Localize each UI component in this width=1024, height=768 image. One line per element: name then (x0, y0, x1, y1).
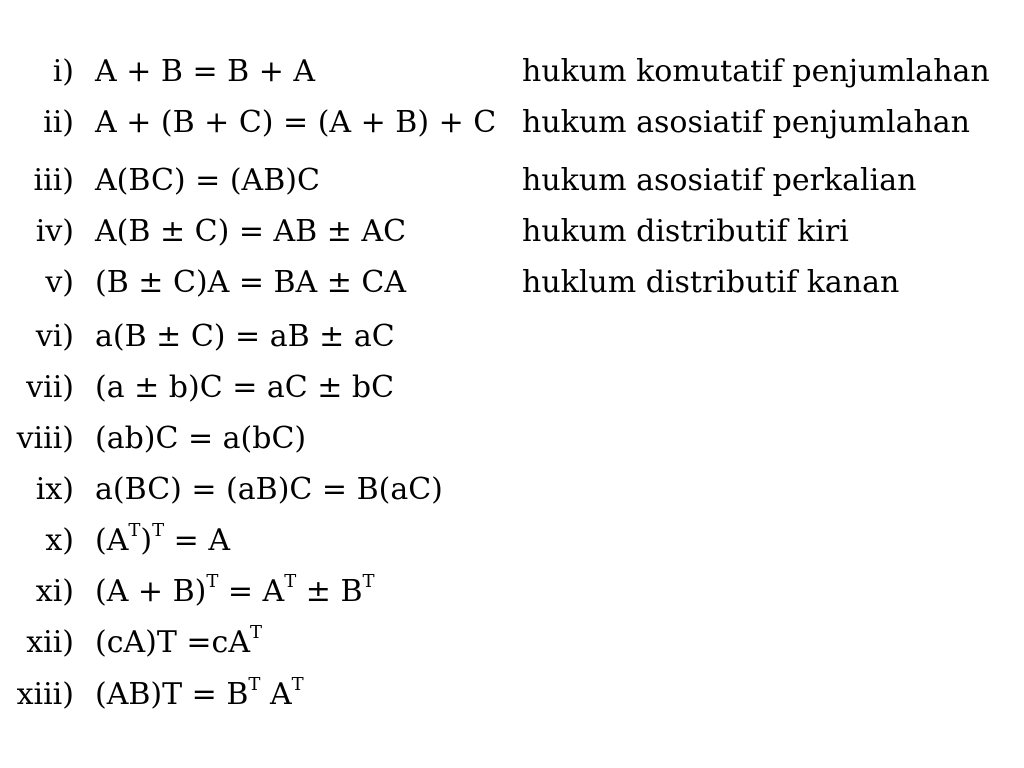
property-formula: $(A + B)^T = A^T \pm B^T$ (95, 571, 375, 609)
property-description: hukum distributif kiri (522, 214, 849, 249)
property-formula: $(cA)T =cA^T$ (95, 622, 263, 660)
property-row (0, 572, 1024, 612)
property-description: hukum komutatif penjumlahan (522, 54, 990, 89)
property-description: huklum distributif kanan (522, 265, 900, 300)
property-number: ix) (35, 472, 74, 507)
property-number: x) (45, 523, 74, 558)
property-formula: A + (B + C) = (A + B) + C (95, 105, 497, 140)
property-row (0, 623, 1024, 663)
property-row (0, 212, 1024, 252)
property-row (0, 675, 1024, 715)
property-number: xiii) (16, 677, 74, 712)
property-number: viii) (16, 421, 74, 456)
property-formula: (a ± b)C = aC ± bC (95, 370, 395, 405)
property-number: xii) (26, 625, 74, 660)
property-number: i) (52, 54, 74, 89)
property-formula: (ab)C = a(bC) (95, 421, 307, 456)
property-formula: A(BC) = (AB)C (95, 163, 320, 198)
property-description: hukum asosiatif perkalian (522, 163, 917, 198)
property-row (0, 317, 1024, 357)
property-number: vii) (26, 370, 74, 405)
property-number: ii) (43, 105, 74, 140)
property-number: v) (45, 265, 74, 300)
property-formula: $(A^T)^T = A$ (95, 520, 230, 558)
property-formula: $(AB)T = B^T$ $A^T$ (95, 674, 304, 712)
property-formula: a(BC) = (aB)C = B(aC) (95, 472, 443, 507)
property-row (0, 103, 1024, 143)
property-row (0, 419, 1024, 459)
property-formula: (B ± C)A = BA ± CA (95, 265, 407, 300)
property-number: xi) (35, 574, 74, 609)
property-row (0, 470, 1024, 510)
property-description: hukum asosiatif penjumlahan (522, 105, 970, 140)
property-formula: a(B ± C) = aB ± aC (95, 319, 395, 354)
property-row (0, 368, 1024, 408)
property-formula: A + B = B + A (95, 54, 316, 89)
property-number: vi) (35, 319, 74, 354)
property-number: iv) (35, 214, 74, 249)
property-formula: A(B ± C) = AB ± AC (95, 214, 407, 249)
property-row (0, 161, 1024, 201)
property-row (0, 263, 1024, 303)
property-row (0, 521, 1024, 561)
property-row (0, 52, 1024, 92)
property-number: iii) (33, 163, 74, 198)
